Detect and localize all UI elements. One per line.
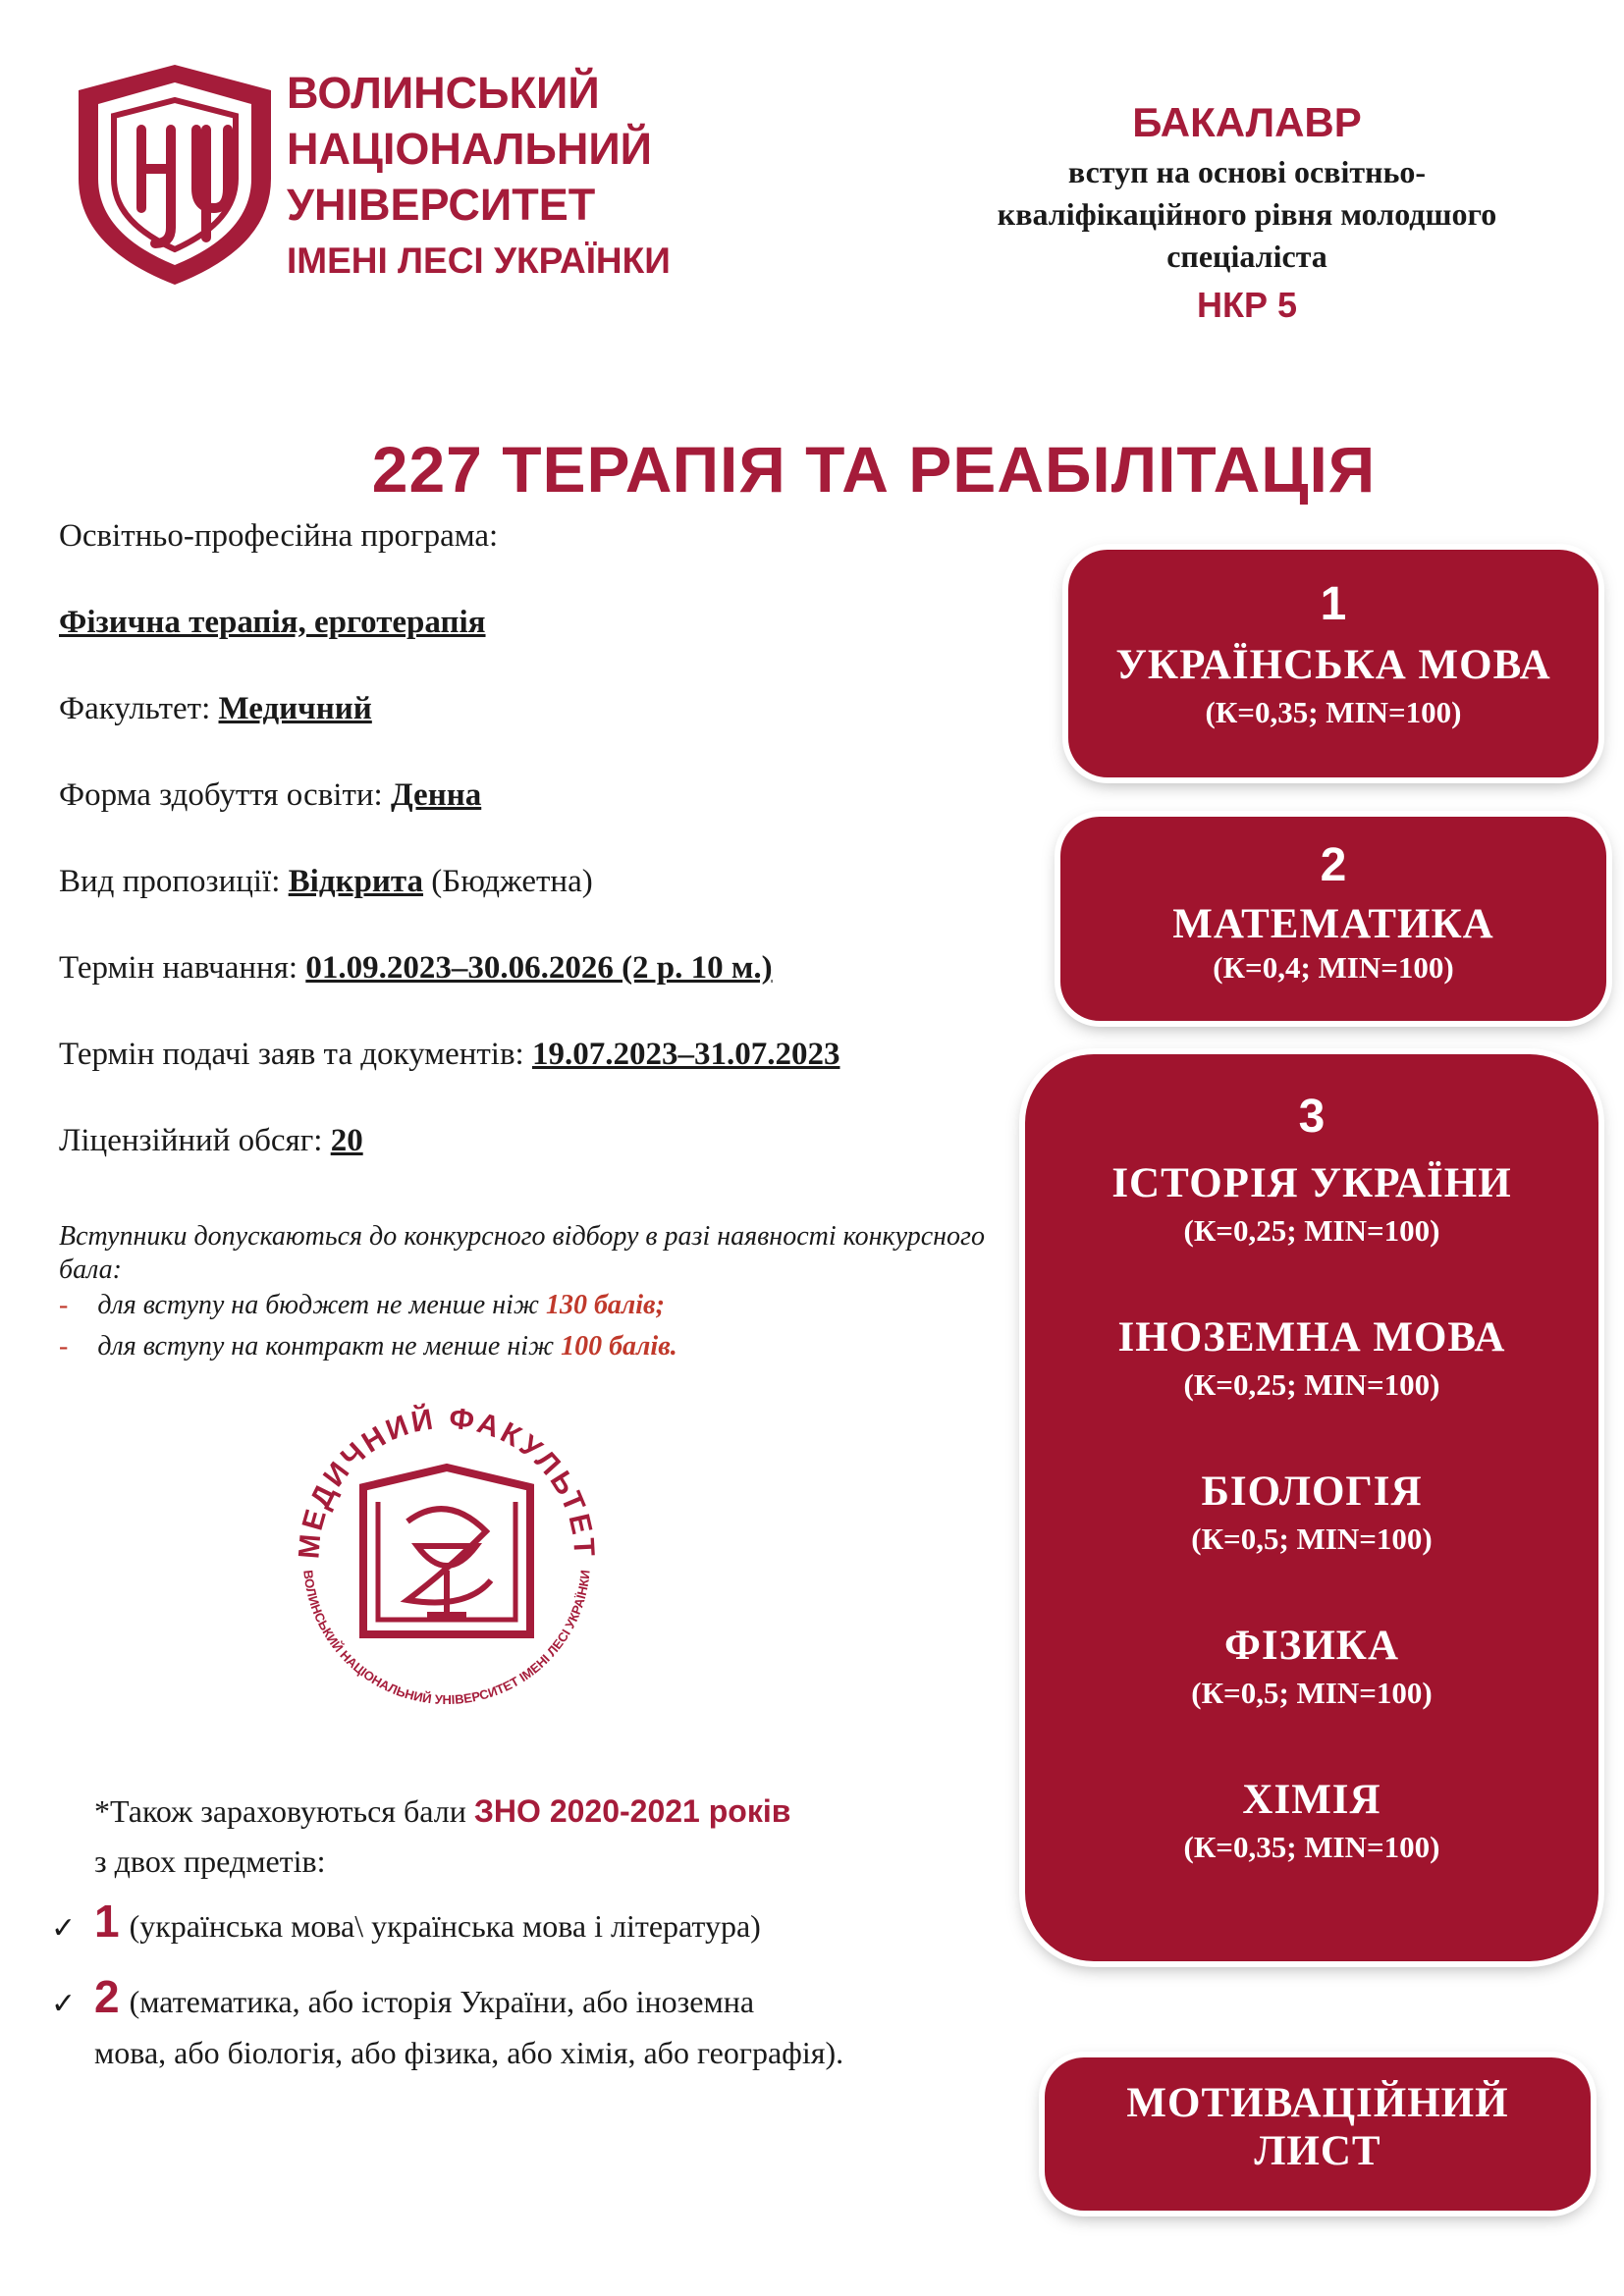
degree-header [884,94,1610,333]
offer-row [59,864,593,900]
subject-box-1 [1068,550,1598,777]
dash-marker: - [59,1290,69,1320]
motivation-letter-button[interactable] [1045,2057,1591,2211]
zno-years: ЗНО 2020-2021 років [473,1793,791,1829]
elective-coef: (К=0,35; MIN=100) [1183,1830,1440,1864]
program-name: Фізична терапія, ерготерапія [59,605,486,640]
deadline-label: Термін подачі заяв та документів: [59,1037,524,1072]
page-title: 227 ТЕРАПІЯ ТА РЕАБІЛІТАЦІЯ [371,433,1377,506]
contract-text: для вступу на контракт не менше ніж [97,1331,555,1362]
budget-value: 130 балів; [545,1290,665,1320]
motivation-line-2: ЛИСТ [1254,2128,1381,2174]
elective-coef: (К=0,25; MIN=100) [1183,1367,1440,1402]
subject-2-number: 2 [1320,839,1347,891]
nkr-level: НКР 5 [1196,285,1297,325]
program-label: Освітньо-професійна програма: [59,518,499,554]
faculty-seal [270,1374,623,1728]
subject-2-coef: (К=0,4; MIN=100) [1213,950,1454,985]
zno-item-1 [94,1895,761,1948]
elective-name: ІСТОРІЯ УКРАЇНИ [1111,1160,1512,1206]
zno-item-2 [94,1970,754,2023]
elective-coef: (К=0,5; MIN=100) [1191,1676,1433,1710]
form-label: Форма здобуття освіти: [59,777,383,813]
subject-1-number: 1 [1320,578,1347,630]
dash-marker: - [59,1331,69,1362]
form-value: Денна [390,777,482,813]
basis-line-3: спеціаліста [1166,239,1327,274]
offer-note: (Бюджетна) [431,864,593,899]
subject-1-name: УКРАЇНСЬКА МОВА [1115,642,1551,688]
basis-line-2: кваліфікаційного рівня молодшого [997,196,1497,232]
checkmark-icon: ✓ [51,1912,77,1945]
subject-box-3 [1025,1054,1598,1961]
deadline-row [59,1037,839,1073]
elective-coef: (К=0,5; MIN=100) [1191,1522,1433,1556]
zno-item-1-text: (українська мова\ українська мова і література) [129,1908,761,1944]
university-name-line-2: НАЦІОНАЛЬНИЙ [287,124,653,174]
term-value: 01.09.2023–30.06.2026 (2 р. 10 м.) [305,950,773,986]
basis-line-1: вступ на основі освітньо- [1067,154,1427,189]
zno-item-2-number: 2 [94,1971,120,2022]
license-value: 20 [330,1123,363,1158]
university-name-line-4: ІМЕНІ ЛЕСІ УКРАЇНКИ [287,240,671,281]
budget-bullet [59,1290,665,1321]
seal-bottom-text: ВОЛИНСЬКИЙ НАЦІОНАЛЬНИЙ УНІВЕРСИТЕТ ІМЕНІ ЛЕСІ УКРАЇНКИ [300,1569,593,1708]
zno-item-2-text-a: (математика, або історія України, або іноземна [129,1984,755,2019]
faculty-row [59,691,372,727]
deadline-value: 19.07.2023–31.07.2023 [531,1037,840,1072]
zno-prefix: *Також зараховуються бали [94,1793,466,1829]
term-row [59,950,773,987]
subject-3-number: 3 [1298,1091,1326,1143]
elective-name: ФІЗИКА [1223,1623,1400,1669]
faculty-value: Медичний [218,691,372,726]
zno-suffix: з двох предметів: [94,1843,326,1879]
zno-item-1-number: 1 [94,1896,120,1947]
term-label: Термін навчання: [59,950,298,986]
checkmark-icon: ✓ [51,1988,77,2020]
degree-label: БАКАЛАВР [1132,99,1362,145]
elective-name: ІНОЗЕМНА МОВА [1117,1314,1506,1361]
contract-bullet [59,1331,677,1362]
elective-name: ХІМІЯ [1242,1777,1381,1823]
svg-text:МЕДИЧНИЙ ФАКУЛЬТЕТ [293,1402,600,1560]
contract-value: 100 балів. [561,1331,677,1362]
university-name [287,65,671,289]
elective-coef: (К=0,25; MIN=100) [1183,1213,1440,1248]
offer-label: Вид пропозиції: [59,864,281,899]
budget-text: для вступу на бюджет не менше ніж [97,1290,539,1320]
zno-item-2-line-2: мова, або біологія, або фізика, або хімія, або географія). [94,2035,844,2070]
license-row [59,1123,363,1159]
admission-note: Вступники допускаються до конкурсного відбору в разі наявності конкурсного бала: [59,1221,985,1285]
subject-box-2 [1060,817,1606,1021]
university-name-line-1: ВОЛИНСЬКИЙ [287,68,600,118]
subject-1-coef: (К=0,35; MIN=100) [1205,695,1462,729]
elective-name: БІОЛОГІЯ [1201,1468,1423,1515]
university-logo [59,61,291,289]
subject-2-name: МАТЕМАТИКА [1172,901,1494,947]
license-label: Ліцензійний обсяг: [59,1123,323,1158]
form-row [59,777,481,814]
offer-value: Відкрита [288,864,424,899]
university-name-line-3: УНІВЕРСИТЕТ [287,180,596,230]
motivation-line-1: МОТИВАЦІЙНИЙ [1126,2080,1509,2126]
faculty-label: Факультет: [59,691,211,726]
program-name-row [59,605,486,641]
seal-top-text: МЕДИЧНИЙ ФАКУЛЬТЕТ [293,1402,601,1561]
zno-note [94,1793,790,1830]
